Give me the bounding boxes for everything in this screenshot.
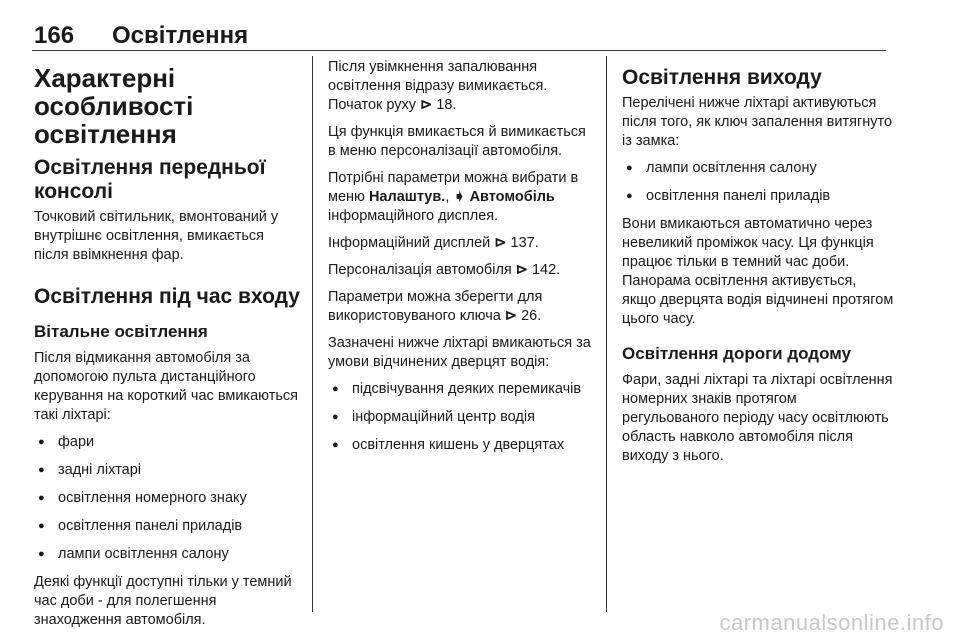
settings-paragraph: Потрібні параметри можна вибрати в меню Налаштув., ➧ Автомобіль інформаційного дисплея. bbox=[328, 170, 579, 224]
list-item: ● освітлення кишень у дверцятах bbox=[328, 436, 594, 455]
list-item: ● освітлення панелі приладів bbox=[622, 187, 894, 206]
exit-lights-list bbox=[622, 159, 894, 206]
column-divider-1 bbox=[312, 56, 313, 612]
info-display-ref: Інформаційний дисплей ⊳ 137. bbox=[328, 235, 539, 251]
entry-lighting-heading: Освітлення під час входу bbox=[34, 285, 300, 308]
reference-icon: ⊳ bbox=[494, 235, 507, 251]
key-memory-paragraph: Параметри можна зберегти для використовуваного ключа ⊳ 26. bbox=[328, 289, 543, 324]
page-ref-link[interactable]: 137. bbox=[510, 235, 539, 251]
list-item: ● освітлення панелі приладів bbox=[34, 517, 300, 536]
welcome-lights-list bbox=[34, 433, 300, 564]
list-item: ● лампи освітлення салону bbox=[622, 159, 894, 178]
welcome-lighting-note: Деякі функції доступні тільки у темний час доби - для полегшення знаходження автомобіля. bbox=[34, 574, 292, 628]
column-2 bbox=[328, 58, 594, 464]
list-item: ● фари bbox=[34, 433, 300, 452]
welcome-lighting-text: Після відмикання автомобіля за допомогою пульта дистанційного керування на короткий час вмикаються такі ліхтарі: bbox=[34, 350, 299, 423]
page-ref-link[interactable]: 18. bbox=[436, 97, 457, 113]
menu-arrow-icon: ➧ bbox=[453, 189, 466, 205]
page-ref-link[interactable]: 26. bbox=[521, 308, 542, 324]
list-item: ● освітлення номерного знаку bbox=[34, 489, 300, 508]
welcome-lighting-heading: Вітальне освітлення bbox=[34, 322, 208, 341]
exit-lighting-details: Вони вмикаються автоматично через невеликий проміжок часу. Ця функція працює тільки в темний час доби. Панорама освітлення активується, якщо дверцята водія відчинені протягом цього часу. bbox=[622, 216, 894, 327]
list-item: ● лампи освітлення салону bbox=[34, 545, 300, 564]
header-divider bbox=[32, 50, 886, 51]
menu-toggle-paragraph: Ця функція вмикається й вимикається в меню персоналізації автомобіля. bbox=[328, 124, 586, 159]
reference-icon: ⊳ bbox=[420, 97, 433, 113]
column-1 bbox=[34, 58, 300, 638]
vehicle-menu-label: Автомобіль bbox=[469, 189, 555, 205]
column-divider-2 bbox=[606, 56, 607, 612]
reference-icon: ⊳ bbox=[515, 262, 528, 278]
door-open-paragraph: Зазначені нижче ліхтарі вмикаються за умови відчинених дверцят водія: bbox=[328, 335, 591, 370]
path-lighting-text: Фари, задні ліхтарі та ліхтарі освітлення номерних знаків протягом регульованого періоду часу освітлюють область навколо автомобіля після виходу з нього. bbox=[622, 372, 893, 464]
column-3 bbox=[622, 58, 894, 474]
section-title: Освітлення bbox=[112, 22, 249, 49]
front-console-heading: Освітлення передньої консолі bbox=[34, 156, 266, 203]
page-number: 166 bbox=[34, 22, 75, 49]
door-open-lights-list bbox=[328, 380, 594, 455]
page-header bbox=[32, 22, 890, 52]
reference-icon: ⊳ bbox=[504, 308, 518, 324]
personalization-ref: Персоналізація автомобіля ⊳ 142. bbox=[328, 262, 561, 278]
ignition-paragraph: Після увімкнення запалювання освітлення відразу вимикається. Початок руху ⊳ 18. bbox=[328, 59, 548, 113]
chapter-heading: Характерні особливості освітлення bbox=[34, 63, 194, 149]
exit-lighting-heading: Освітлення виходу bbox=[622, 66, 822, 89]
list-item: ● задні ліхтарі bbox=[34, 461, 300, 480]
settings-menu-label: Налаштув. bbox=[368, 189, 446, 205]
path-lighting-heading: Освітлення дороги додому bbox=[622, 344, 852, 363]
page-ref-link[interactable]: 142. bbox=[531, 262, 561, 278]
list-item: ● інформаційний центр водія bbox=[328, 408, 594, 427]
watermark: carmanualsonline.info bbox=[719, 610, 944, 635]
exit-lighting-text: Перелічені нижче ліхтарі активуються після того, як ключ запалення витягнуто із замка: bbox=[622, 95, 893, 149]
list-item: ● підсвічування деяких перемикачів bbox=[328, 380, 594, 399]
front-console-text: Точковий світильник, вмонтований у внутрішнє освітлення, вмикається після ввімкнення фар. bbox=[34, 209, 279, 263]
